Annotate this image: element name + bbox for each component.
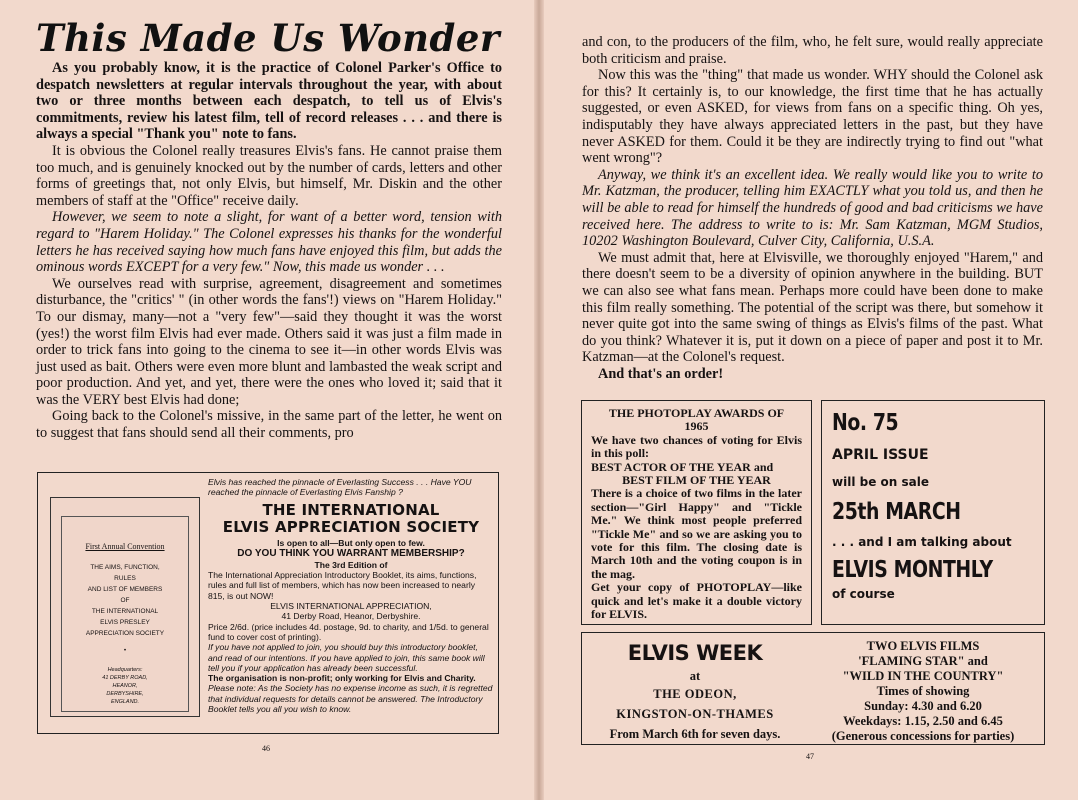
magazine-name: ELVIS MONTHLY [832,557,993,583]
booklet-line: OF [120,597,130,604]
advert-booklet-text: The International Appreciation Introductory Booklet, its aims, functions, rules and full list of members, which has now been increased to nearly 815, is out NOW! [208,570,477,601]
paragraph: and con, to the producers of the film, who, he felt sure, would really appreciate both criticism and praise. [582,34,1043,67]
photoplay-text: There is a choice of two films in the later section—"Girl Happy" and "Tickle Me." We think most people preferred "Tickle Me" and so we are asking you to vote for this film. The closing date is March 10th and the voting coupon is in the mag. [591,486,802,581]
film-title: 'FLAMING STAR" and [858,654,988,668]
page-number-left: 46 [262,744,270,753]
hq-line: ENGLAND. [110,699,140,705]
photoplay-text: We have two chances of voting for Elvis in this poll: [591,432,802,461]
paragraph: We ourselves read with surprise, agreement, disagreement and sometimes disturbance, the "critics' " (in other words the fans'!) views on "Harem Holiday." To our dismay, many—not a "very few"—said they thought it was the worst (yes!) the worst film Elvis had ever made. Others said it was just a film made in order to trick fans into going to the cinema to see it—in other words Elvis was just used as bait. Others were even more blunt and lambasted the weak script and poor production. And yet, and yet, there were the ones who loved it; said that it was the VERY best Elvis had done; [36,275,502,408]
photoplay-heading: THE PHOTOPLAY AWARDS OF [608,406,785,420]
booklet-line: APPRECIATION SOCIETY [85,630,165,637]
elvis-week-town: KINGSTON-ON-THAMES [616,707,774,721]
times-heading: Times of showing [876,684,970,698]
advert-apply: If you have not applied to join, you should buy this introductory booklet, and read of our intentions. If you have applied to join, this same book will tell you if your application has already been successful. [208,642,485,673]
paragraph: However, we seem to note a slight, for want of a better word, tension with regard to "Harem Holiday." The Colonel expresses his thanks for the wonderful letters he has received saying how much fans have enjoyed this film, but adds the ominous words EXCEPT for a very few." Now, this made us wonder . . . [36,209,502,276]
paragraph: It is obvious the Colonel really treasures Elvis's fans. He cannot praise them too much, and is genuinely knocked out by the number of cards, letters and other forms of greetings that, not only Elvis, but himself, Mr. Diskin and the other members of staff at the "Office" receive daily. [36,142,502,209]
booklet-title: First Annual Convention [85,542,165,551]
sunday-times: Sunday: 4.30 and 6.20 [864,699,982,713]
hq-line: DERBYSHIRE, [106,691,144,697]
hq-line: HEANOR, [112,683,138,689]
elvis-week-dates: From March 6th for seven days. [609,727,781,741]
paragraph: Now this was the "thing" that made us wonder. WHY should the Colonel ask for this? It certainly is, to our knowledge, the first time that he has actually suggested, or even ASKED, for views from fans on a specific thing. Oh yes, indisputably they have always appreciated letters in the past, but they have never ASKED for them. Could it be they are indirectly trying to find out "what went wrong"? [582,67,1043,167]
advert-open: Is open to all—But only open to few. [277,537,425,548]
advert-address: 41 Derby Road, Heanor, Derbyshire. [281,611,421,622]
talking-about-text: . . . and I am talking about [832,535,1012,549]
booklet-line: ELVIS PRESLEY [100,619,150,626]
on-sale-text: will be on sale [832,475,929,489]
concessions-note: (Generous concessions for parties) [831,729,1015,743]
booklet-line: THE INTERNATIONAL [91,608,159,615]
society-advert [37,472,499,734]
booklet-hq [62,666,188,706]
photoplay-awards-box [581,400,812,625]
films-heading: TWO ELVIS FILMS [866,639,980,653]
article-body-right [582,34,1043,382]
elvis-week-venue [590,639,800,742]
booklet-illustration [50,497,200,717]
article-title: This Made Us Wonder [36,16,500,60]
photoplay-category: BEST FILM OF THE YEAR [622,473,771,488]
paragraph: Anyway, we think it's an excellent idea. We really would like you to write to Mr. Katzman, the producer, telling him EXACTLY what you told us, and then he will be able to read for himself the hundreds of good and bad criticisms we have received here. The address to write to is: Mr. Sam Katzman, MGM Studios, 10202 Washington Boulevard, Culver City, California, U.S.A. [582,166,1043,250]
right-page [539,0,1078,800]
booklet-line: AND LIST OF MEMBERS [87,586,163,593]
elvis-monthly-box [821,400,1045,625]
hq-line: 41 DERBY ROAD, [102,675,148,681]
photoplay-text: Get your copy of PHOTOPLAY—like quick and let's make it a double victory for ELVIS. [591,580,802,622]
advert-intro: Elvis has reached the pinnacle of Everlasting Success . . . Have YOU reached the pinnacle of Everlasting Elvis Fanship ? [208,477,472,498]
elvis-week-box [581,632,1045,745]
paragraph: Going back to the Colonel's missive, in the same part of the letter, he went on to suggest that fans should send all their comments, pro [36,408,502,442]
booklet-line: RULES [114,575,136,582]
advert-nonprofit: The organisation is non-profit; only working for Elvis and Charity. [208,673,476,684]
advert-price: Price 2/6d. (price includes 4d. postage, 9d. to charity, and 1/5d. to general fund to cover cost of printing). [208,621,489,642]
advert-edition: The 3rd Edition of [314,559,388,570]
hq-line: Headquarters: [107,667,143,673]
paragraph-closing: And that's an order! [598,365,724,382]
of-course-text: of course [832,587,895,601]
society-advert-text [208,477,494,714]
photoplay-category: BEST ACTOR OF THE YEAR and [591,459,774,474]
booklet-cover [61,516,189,712]
elvis-week-films [806,639,1040,744]
issue-month: APRIL ISSUE [832,447,929,463]
advert-note: Please note: As the Society has no expense income as such, it is regretted that individual requests for details cannot be answered. The Introductory Booklet tells you all you wish to know. [208,683,493,715]
advert-heading: THE INTERNATIONAL [262,500,440,519]
booklet-line: THE AIMS, FUNCTION, [90,564,160,571]
elvis-week-title: ELVIS WEEK [627,641,763,665]
advert-warrant: DO YOU THINK YOU WARRANT MEMBERSHIP? [237,547,465,559]
elvis-week-at: at [689,669,701,683]
weekday-times: Weekdays: 1.15, 2.50 and 6.45 [843,714,1003,728]
advert-address: ELVIS INTERNATIONAL APPRECIATION, [270,601,432,612]
elvis-week-cinema: THE ODEON, [653,687,737,701]
film-title: "WILD IN THE COUNTRY" [842,669,1004,683]
on-sale-date: 25th MARCH [832,499,961,525]
advert-heading: ELVIS APPRECIATION SOCIETY [222,517,480,536]
bullet-icon: • [123,647,127,654]
photoplay-heading: 1965 [684,419,709,434]
article-body-left [36,60,502,442]
paragraph-intro: As you probably know, it is the practice of Colonel Parker's Office to despatch newsletters at regular intervals throughout the year, with about two or three months between each despatch, to tell us of Elvis's commitments, review his latest film, tell of record releases . . . and there is always a special "Thank you" note to fans. [36,60,502,143]
paragraph: We must admit that, here at Elvisville, we thoroughly enjoyed "Harem," and there doesn't seem to be a diversity of opinion anywhere in the building. BUT we can also see what fans mean. Perhaps more could have been done to make this film really something. The potential of the script was there, but somehow it never quite got into the same swing of things as Elvis's films of the past. What do you think? Whatever it is, put it down on a piece of paper and post it to Mr. Katzman—at the Colonel's request. [582,249,1043,366]
booklet-lines [62,562,188,639]
issue-number: No. 75 [832,410,899,436]
page-number-right: 47 [806,752,814,761]
